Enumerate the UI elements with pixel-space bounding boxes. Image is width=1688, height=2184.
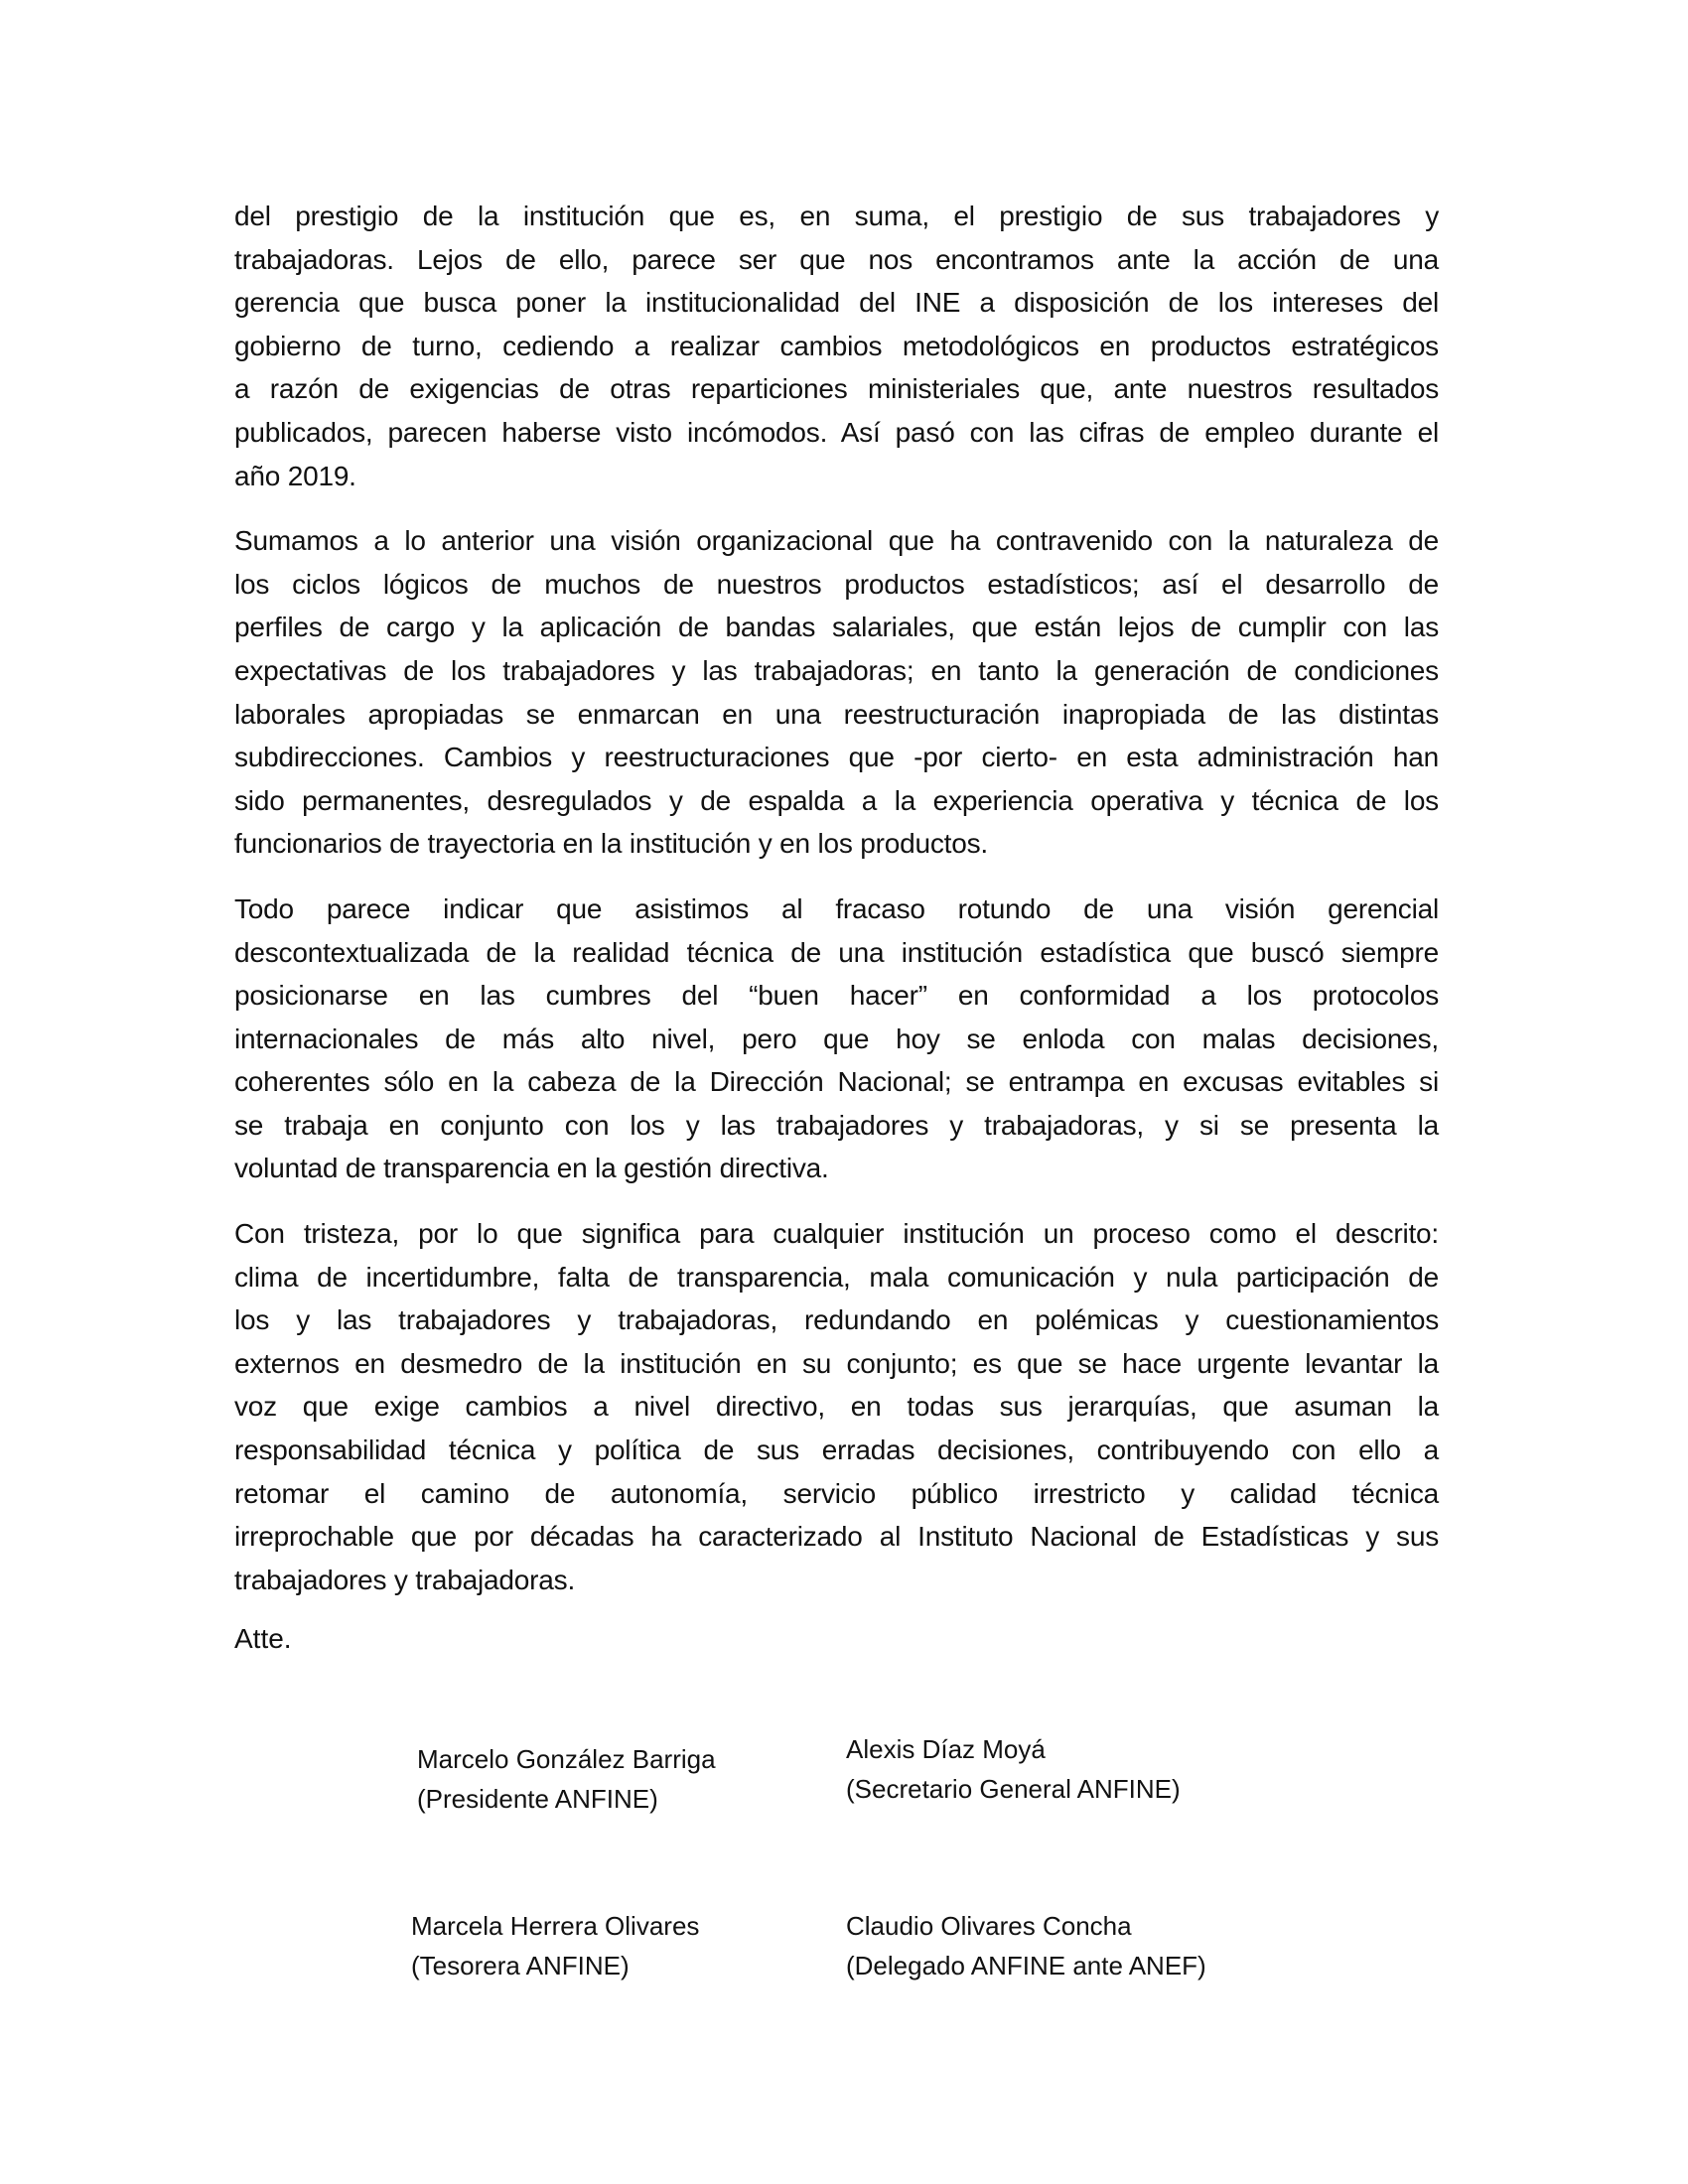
signature-secretary-general bbox=[846, 1729, 1181, 1809]
signature-treasurer bbox=[411, 1906, 699, 1985]
signature-president bbox=[417, 1739, 716, 1819]
text-line: laborales apropiadas se enmarcan en una reestructuración inapropiada de las distintas bbox=[234, 698, 1439, 730]
text-line: voluntad de transparencia en la gestión directiva. bbox=[234, 1153, 829, 1184]
text-line: trabajadoras. Lejos de ello, parece ser que nos encontramos ante la acción de una bbox=[234, 243, 1439, 275]
text-line: coherentes sólo en la cabeza de la Dirección Nacional; se entrampa en excusas evitables si bbox=[234, 1066, 1439, 1098]
text-line: perfiles de cargo y la aplicación de bandas salariales, que están lejos de cumplir con las bbox=[234, 612, 1439, 643]
text-line: expectativas de los trabajadores y las trabajadoras; en tanto la generación de condiciones bbox=[234, 654, 1439, 686]
text-line: trabajadores y trabajadoras. bbox=[234, 1564, 576, 1595]
paragraph-organizational-vision bbox=[234, 519, 1439, 866]
text-line: externos en desmedro de la institución en su conjunto; es que se hace urgente levantar la bbox=[234, 1347, 1439, 1379]
signatory-role: (Secretario General ANFINE) bbox=[846, 1774, 1181, 1804]
text-line: subdirecciones. Cambios y reestructuraciones que -por cierto- en esta administración han bbox=[234, 742, 1439, 773]
text-line: Sumamos a lo anterior una visión organizacional que ha contravenido con la naturaleza de bbox=[234, 525, 1439, 557]
signatory-name: Marcela Herrera Olivares bbox=[411, 1911, 700, 1941]
signatory-name: Alexis Díaz Moyá bbox=[846, 1734, 1046, 1764]
signatory-name: Marcelo González Barriga bbox=[417, 1744, 716, 1774]
text-line: los ciclos lógicos de muchos de nuestros productos estadísticos; así el desarrollo de bbox=[234, 568, 1439, 600]
text-line: responsabilidad técnica y política de sus erradas decisiones, contribuyendo con ello a bbox=[234, 1434, 1439, 1466]
signatory-role: (Tesorera ANFINE) bbox=[411, 1951, 630, 1980]
text-line: irreprochable que por décadas ha caracterizado al Instituto Nacional de Estadísticas y sus bbox=[234, 1521, 1439, 1553]
text-line: funcionarios de trayectoria en la institución y en los productos. bbox=[234, 828, 988, 860]
text-line: gobierno de turno, cediendo a realizar cambios metodológicos en productos estratégicos bbox=[234, 330, 1439, 361]
closing-salutation: Atte. bbox=[234, 1623, 292, 1654]
text-line: descontextualizada de la realidad técnica de una institución estadística que buscó siempre bbox=[234, 936, 1439, 968]
text-line: publicados, parecen haberse visto incómodos. Así pasó con las cifras de empleo durante el bbox=[234, 416, 1439, 448]
paragraph-institutional-prestige bbox=[234, 195, 1439, 497]
text-line: a razón de exigencias de otras reparticiones ministeriales que, ante nuestros resultados bbox=[234, 373, 1439, 405]
text-line: voz que exige cambios a nivel directivo, en todas sus jerarquías, que asuman la bbox=[234, 1391, 1439, 1423]
text-line: retomar el camino de autonomía, servicio público irrestricto y calidad técnica bbox=[234, 1477, 1439, 1509]
signatory-role: (Presidente ANFINE) bbox=[417, 1784, 658, 1814]
text-line: clima de incertidumbre, falta de transparencia, mala comunicación y nula participación de bbox=[234, 1261, 1439, 1293]
text-line: Con tristeza, por lo que significa para cualquier institución un proceso como el descrito: bbox=[234, 1218, 1439, 1250]
text-line: los y las trabajadores y trabajadoras, redundando en polémicas y cuestionamientos bbox=[234, 1304, 1439, 1336]
text-line: Todo parece indicar que asistimos al fracaso rotundo de una visión gerencial bbox=[234, 892, 1439, 924]
letter-body bbox=[234, 195, 1439, 1623]
text-line: sido permanentes, desregulados y de espalda a la experiencia operativa y técnica de los bbox=[234, 784, 1439, 816]
text-line: año 2019. bbox=[234, 460, 356, 491]
paragraph-managerial-failure bbox=[234, 887, 1439, 1190]
text-line: se trabaja en conjunto con los y las trabajadores y trabajadoras, y si se presenta la bbox=[234, 1109, 1439, 1141]
signatory-role: (Delegado ANFINE ante ANEF) bbox=[846, 1951, 1206, 1980]
text-line: posicionarse en las cumbres del “buen hacer” en conformidad a los protocolos bbox=[234, 980, 1439, 1012]
signature-delegate bbox=[846, 1906, 1206, 1985]
text-line: gerencia que busca poner la institucionalidad del INE a disposición de los intereses del bbox=[234, 287, 1439, 319]
paragraph-call-for-change bbox=[234, 1212, 1439, 1601]
text-line: del prestigio de la institución que es, en suma, el prestigio de sus trabajadores y bbox=[234, 201, 1439, 231]
text-line: internacionales de más alto nivel, pero que hoy se enloda con malas decisiones, bbox=[234, 1023, 1439, 1054]
signatory-name: Claudio Olivares Concha bbox=[846, 1911, 1132, 1941]
